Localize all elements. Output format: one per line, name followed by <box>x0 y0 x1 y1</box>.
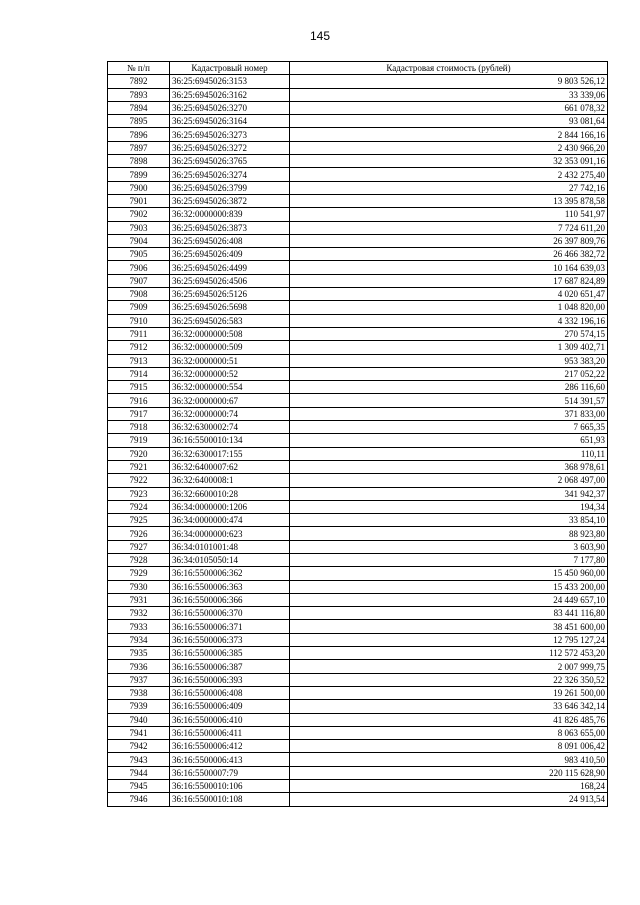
cadastral-number-cell: 36:16:5500006:385 <box>170 647 290 660</box>
cadastral-number-cell: 36:25:6945026:3872 <box>170 194 290 207</box>
row-number-cell: 7941 <box>108 726 170 739</box>
cadastral-value-cell: 17 687 824,89 <box>290 274 608 287</box>
row-number-cell: 7921 <box>108 460 170 473</box>
row-number-cell: 7892 <box>108 75 170 88</box>
row-number-cell: 7912 <box>108 341 170 354</box>
row-number-cell: 7946 <box>108 793 170 806</box>
table-row <box>108 593 608 606</box>
table-row <box>108 580 608 593</box>
row-number-cell: 7903 <box>108 221 170 234</box>
cadastral-number-cell: 36:25:6945026:3153 <box>170 75 290 88</box>
cadastral-value-cell: 7 665,35 <box>290 421 608 434</box>
table-row <box>108 660 608 673</box>
cadastral-number-cell: 36:34:0000000:474 <box>170 514 290 527</box>
cadastral-number-cell: 36:25:6945026:583 <box>170 314 290 327</box>
cadastral-value-cell: 4 020 651,47 <box>290 288 608 301</box>
cadastral-number-cell: 36:32:0000000:51 <box>170 354 290 367</box>
cadastral-value-cell: 8 063 655,00 <box>290 726 608 739</box>
cadastral-number-cell: 36:34:0101001:48 <box>170 540 290 553</box>
row-number-cell: 7937 <box>108 673 170 686</box>
header-cadastral-number: Кадастровый номер <box>170 62 290 75</box>
cadastral-value-cell: 24 449 657,10 <box>290 593 608 606</box>
row-number-cell: 7939 <box>108 700 170 713</box>
cadastral-value-cell: 33 646 342,14 <box>290 700 608 713</box>
table-row <box>108 101 608 114</box>
table-header-row <box>108 62 608 75</box>
cadastral-number-cell: 36:16:5500006:393 <box>170 673 290 686</box>
header-row-number: № п/п <box>108 62 170 75</box>
table-row <box>108 553 608 566</box>
cadastral-number-cell: 36:32:6300002:74 <box>170 421 290 434</box>
cadastral-value-cell: 41 826 485,76 <box>290 713 608 726</box>
cadastral-number-cell: 36:32:0000000:74 <box>170 407 290 420</box>
row-number-cell: 7894 <box>108 101 170 114</box>
cadastral-number-cell: 36:32:0000000:509 <box>170 341 290 354</box>
cadastral-value-cell: 33 339,06 <box>290 88 608 101</box>
cadastral-value-cell: 110 541,97 <box>290 208 608 221</box>
row-number-cell: 7914 <box>108 367 170 380</box>
table-row <box>108 88 608 101</box>
cadastral-value-cell: 217 052,22 <box>290 367 608 380</box>
table-row <box>108 75 608 88</box>
table-row <box>108 181 608 194</box>
table-row <box>108 221 608 234</box>
table-row <box>108 460 608 473</box>
row-number-cell: 7904 <box>108 234 170 247</box>
cadastral-value-cell: 12 795 127,24 <box>290 633 608 646</box>
cadastral-value-cell: 4 332 196,16 <box>290 314 608 327</box>
cadastral-value-cell: 2 432 275,40 <box>290 168 608 181</box>
cadastral-value-cell: 2 430 966,20 <box>290 141 608 154</box>
cadastral-value-cell: 953 383,20 <box>290 354 608 367</box>
cadastral-value-cell: 3 603,90 <box>290 540 608 553</box>
cadastral-value-cell: 83 441 116,80 <box>290 607 608 620</box>
cadastral-value-cell: 10 164 639,03 <box>290 261 608 274</box>
table-row <box>108 753 608 766</box>
cadastral-value-cell: 88 923,80 <box>290 527 608 540</box>
table-row <box>108 740 608 753</box>
row-number-cell: 7923 <box>108 487 170 500</box>
row-number-cell: 7909 <box>108 301 170 314</box>
cadastral-value-cell: 2 007 999,75 <box>290 660 608 673</box>
cadastral-value-cell: 270 574,15 <box>290 327 608 340</box>
cadastral-number-cell: 36:34:0000000:623 <box>170 527 290 540</box>
cadastral-value-cell: 1 309 402,71 <box>290 341 608 354</box>
cadastral-number-cell: 36:25:6945026:3873 <box>170 221 290 234</box>
table-row <box>108 793 608 806</box>
row-number-cell: 7943 <box>108 753 170 766</box>
table-row <box>108 700 608 713</box>
row-number-cell: 7931 <box>108 593 170 606</box>
cadastral-value-cell: 341 942,37 <box>290 487 608 500</box>
row-number-cell: 7933 <box>108 620 170 633</box>
cadastral-number-cell: 36:16:5500006:409 <box>170 700 290 713</box>
cadastral-value-cell: 33 854,10 <box>290 514 608 527</box>
cadastral-number-cell: 36:16:5500006:413 <box>170 753 290 766</box>
cadastral-value-cell: 19 261 500,00 <box>290 686 608 699</box>
cadastral-number-cell: 36:25:6945026:3799 <box>170 181 290 194</box>
cadastral-number-cell: 36:25:6945026:3270 <box>170 101 290 114</box>
cadastral-value-cell: 2 068 497,00 <box>290 474 608 487</box>
table-row <box>108 500 608 513</box>
row-number-cell: 7910 <box>108 314 170 327</box>
row-number-cell: 7916 <box>108 394 170 407</box>
table-row <box>108 327 608 340</box>
cadastral-number-cell: 36:16:5500007:79 <box>170 766 290 779</box>
cadastral-number-cell: 36:34:0000000:1206 <box>170 500 290 513</box>
table-row <box>108 394 608 407</box>
table-row <box>108 686 608 699</box>
row-number-cell: 7920 <box>108 447 170 460</box>
table-row <box>108 407 608 420</box>
table-row <box>108 474 608 487</box>
row-number-cell: 7938 <box>108 686 170 699</box>
header-cadastral-value: Кадастровая стоимость (рублей) <box>290 62 608 75</box>
table-row <box>108 341 608 354</box>
cadastral-number-cell: 36:16:5500010:134 <box>170 434 290 447</box>
cadastral-value-cell: 220 115 628,90 <box>290 766 608 779</box>
row-number-cell: 7940 <box>108 713 170 726</box>
table-row <box>108 208 608 221</box>
cadastral-value-cell: 38 451 600,00 <box>290 620 608 633</box>
table-row <box>108 567 608 580</box>
row-number-cell: 7932 <box>108 607 170 620</box>
row-number-cell: 7926 <box>108 527 170 540</box>
table-row <box>108 288 608 301</box>
cadastral-number-cell: 36:25:6945026:408 <box>170 234 290 247</box>
row-number-cell: 7901 <box>108 194 170 207</box>
cadastral-number-cell: 36:25:6945026:409 <box>170 248 290 261</box>
table-row <box>108 447 608 460</box>
row-number-cell: 7936 <box>108 660 170 673</box>
row-number-cell: 7915 <box>108 381 170 394</box>
row-number-cell: 7911 <box>108 327 170 340</box>
cadastral-value-cell: 22 326 350,52 <box>290 673 608 686</box>
cadastral-number-cell: 36:32:6400007:62 <box>170 460 290 473</box>
cadastral-value-cell: 13 395 878,58 <box>290 194 608 207</box>
table-row <box>108 421 608 434</box>
row-number-cell: 7945 <box>108 780 170 793</box>
cadastral-number-cell: 36:16:5500006:371 <box>170 620 290 633</box>
row-number-cell: 7913 <box>108 354 170 367</box>
table-row <box>108 540 608 553</box>
cadastral-value-cell: 26 466 382,72 <box>290 248 608 261</box>
cadastral-number-cell: 36:25:6945026:3765 <box>170 155 290 168</box>
row-number-cell: 7905 <box>108 248 170 261</box>
cadastral-number-cell: 36:16:5500006:387 <box>170 660 290 673</box>
row-number-cell: 7902 <box>108 208 170 221</box>
row-number-cell: 7928 <box>108 553 170 566</box>
cadastral-number-cell: 36:32:0000000:52 <box>170 367 290 380</box>
table-row <box>108 128 608 141</box>
cadastral-value-cell: 9 803 526,12 <box>290 75 608 88</box>
row-number-cell: 7907 <box>108 274 170 287</box>
table-row <box>108 434 608 447</box>
row-number-cell: 7900 <box>108 181 170 194</box>
cadastral-value-table <box>107 61 608 807</box>
cadastral-number-cell: 36:25:6945026:3164 <box>170 115 290 128</box>
table-row <box>108 633 608 646</box>
row-number-cell: 7925 <box>108 514 170 527</box>
row-number-cell: 7942 <box>108 740 170 753</box>
row-number-cell: 7917 <box>108 407 170 420</box>
cadastral-value-cell: 661 078,32 <box>290 101 608 114</box>
cadastral-number-cell: 36:25:6945026:3274 <box>170 168 290 181</box>
table-row <box>108 527 608 540</box>
row-number-cell: 7927 <box>108 540 170 553</box>
row-number-cell: 7944 <box>108 766 170 779</box>
cadastral-value-cell: 112 572 453,20 <box>290 647 608 660</box>
row-number-cell: 7893 <box>108 88 170 101</box>
table-row <box>108 141 608 154</box>
row-number-cell: 7924 <box>108 500 170 513</box>
cadastral-value-cell: 7 724 611,20 <box>290 221 608 234</box>
table-row <box>108 115 608 128</box>
cadastral-number-cell: 36:16:5500006:373 <box>170 633 290 646</box>
cadastral-number-cell: 36:32:0000000:67 <box>170 394 290 407</box>
row-number-cell: 7908 <box>108 288 170 301</box>
row-number-cell: 7930 <box>108 580 170 593</box>
cadastral-value-cell: 27 742,16 <box>290 181 608 194</box>
cadastral-value-cell: 24 913,54 <box>290 793 608 806</box>
cadastral-number-cell: 36:16:5500006:412 <box>170 740 290 753</box>
table-body <box>108 75 608 806</box>
cadastral-number-cell: 36:25:6945026:3162 <box>170 88 290 101</box>
cadastral-number-cell: 36:16:5500006:366 <box>170 593 290 606</box>
cadastral-value-cell: 15 433 200,00 <box>290 580 608 593</box>
cadastral-number-cell: 36:25:6945026:3273 <box>170 128 290 141</box>
row-number-cell: 7922 <box>108 474 170 487</box>
cadastral-number-cell: 36:16:5500006:370 <box>170 607 290 620</box>
table-row <box>108 367 608 380</box>
cadastral-value-cell: 32 353 091,16 <box>290 155 608 168</box>
cadastral-value-cell: 194,34 <box>290 500 608 513</box>
cadastral-value-cell: 514 391,57 <box>290 394 608 407</box>
table-row <box>108 780 608 793</box>
cadastral-number-cell: 36:32:0000000:554 <box>170 381 290 394</box>
cadastral-number-cell: 36:16:5500006:411 <box>170 726 290 739</box>
cadastral-number-cell: 36:25:6945026:3272 <box>170 141 290 154</box>
cadastral-number-cell: 36:32:6400008:1 <box>170 474 290 487</box>
cadastral-number-cell: 36:32:6600010:28 <box>170 487 290 500</box>
cadastral-value-cell: 15 450 960,00 <box>290 567 608 580</box>
row-number-cell: 7895 <box>108 115 170 128</box>
table-row <box>108 155 608 168</box>
table-row <box>108 713 608 726</box>
cadastral-number-cell: 36:32:0000000:839 <box>170 208 290 221</box>
row-number-cell: 7906 <box>108 261 170 274</box>
table-row <box>108 274 608 287</box>
cadastral-number-cell: 36:25:6945026:4499 <box>170 261 290 274</box>
row-number-cell: 7935 <box>108 647 170 660</box>
table-row <box>108 194 608 207</box>
cadastral-value-cell: 368 978,61 <box>290 460 608 473</box>
table-row <box>108 234 608 247</box>
table-row <box>108 354 608 367</box>
table-row <box>108 487 608 500</box>
table-row <box>108 766 608 779</box>
cadastral-number-cell: 36:16:5500010:108 <box>170 793 290 806</box>
cadastral-number-cell: 36:25:6945026:4506 <box>170 274 290 287</box>
cadastral-value-cell: 26 397 809,76 <box>290 234 608 247</box>
cadastral-number-cell: 36:32:6300017:155 <box>170 447 290 460</box>
row-number-cell: 7896 <box>108 128 170 141</box>
cadastral-value-cell: 371 833,00 <box>290 407 608 420</box>
cadastral-value-cell: 93 081,64 <box>290 115 608 128</box>
row-number-cell: 7934 <box>108 633 170 646</box>
table-row <box>108 381 608 394</box>
cadastral-value-cell: 1 048 820,00 <box>290 301 608 314</box>
cadastral-number-cell: 36:16:5500006:363 <box>170 580 290 593</box>
cadastral-value-cell: 2 844 166,16 <box>290 128 608 141</box>
row-number-cell: 7919 <box>108 434 170 447</box>
cadastral-number-cell: 36:25:6945026:5126 <box>170 288 290 301</box>
table-row <box>108 261 608 274</box>
table-row <box>108 647 608 660</box>
table-row <box>108 673 608 686</box>
cadastral-value-cell: 7 177,80 <box>290 553 608 566</box>
table-row <box>108 514 608 527</box>
cadastral-value-cell: 8 091 006,42 <box>290 740 608 753</box>
table-row <box>108 248 608 261</box>
cadastral-number-cell: 36:32:0000000:508 <box>170 327 290 340</box>
cadastral-number-cell: 36:16:5500010:106 <box>170 780 290 793</box>
cadastral-number-cell: 36:16:5500006:408 <box>170 686 290 699</box>
cadastral-value-cell: 110,11 <box>290 447 608 460</box>
row-number-cell: 7897 <box>108 141 170 154</box>
table-row <box>108 168 608 181</box>
cadastral-number-cell: 36:16:5500006:410 <box>170 713 290 726</box>
cadastral-value-cell: 168,24 <box>290 780 608 793</box>
table-row <box>108 314 608 327</box>
cadastral-number-cell: 36:25:6945026:5698 <box>170 301 290 314</box>
row-number-cell: 7929 <box>108 567 170 580</box>
table-row <box>108 301 608 314</box>
table-row <box>108 607 608 620</box>
row-number-cell: 7918 <box>108 421 170 434</box>
cadastral-value-cell: 983 410,50 <box>290 753 608 766</box>
cadastral-number-cell: 36:34:0105050:14 <box>170 553 290 566</box>
row-number-cell: 7899 <box>108 168 170 181</box>
cadastral-number-cell: 36:16:5500006:362 <box>170 567 290 580</box>
row-number-cell: 7898 <box>108 155 170 168</box>
page-number: 145 <box>309 29 331 43</box>
table-row <box>108 726 608 739</box>
cadastral-value-cell: 286 116,60 <box>290 381 608 394</box>
cadastral-value-cell: 651,93 <box>290 434 608 447</box>
table-row <box>108 620 608 633</box>
